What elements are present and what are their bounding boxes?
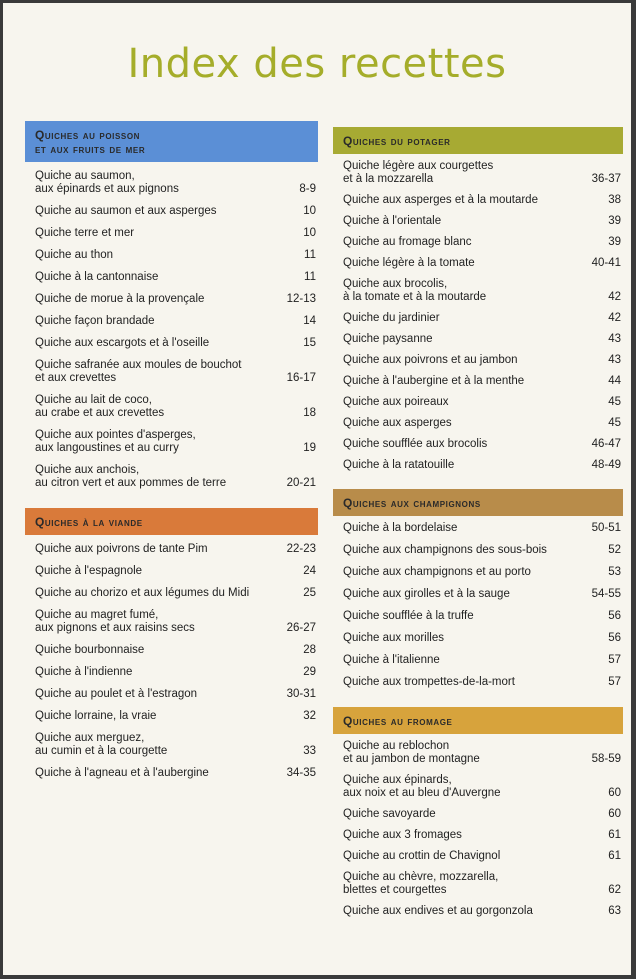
recipe-name: Quiche safranée aux moules de bouchot et aux crevettes xyxy=(35,359,242,384)
recipe-entry xyxy=(333,676,623,689)
recipe-entry xyxy=(25,464,318,490)
recipe-name: Quiche lorraine, la vraie xyxy=(35,710,157,722)
recipe-page-number: 48-49 xyxy=(591,459,621,471)
recipe-page-number: 57 xyxy=(608,654,621,666)
recipe-page-number: 39 xyxy=(608,236,621,248)
recipe-name: Quiche au magret fumé, aux pignons et aux raisins secs xyxy=(35,609,195,634)
recipe-name: Quiche aux merguez, au cumin et à la courgette xyxy=(35,732,168,757)
recipe-page-number: 43 xyxy=(608,333,621,345)
section-heading-potager xyxy=(333,127,623,154)
recipe-name: Quiche à l'agneau et à l'aubergine xyxy=(35,767,209,779)
recipe-entry xyxy=(333,215,623,228)
recipe-name: Quiche aux girolles et à la sauge xyxy=(343,588,510,600)
recipe-entry xyxy=(333,333,623,346)
recipe-name: Quiche aux brocolis, à la tomate et à la moutarde xyxy=(343,278,487,303)
recipe-entry xyxy=(25,644,318,657)
recipe-entry xyxy=(25,337,318,350)
page-title: Index des recettes xyxy=(127,41,507,87)
section-poisson xyxy=(25,121,318,490)
recipe-entry xyxy=(333,194,623,207)
index-page xyxy=(3,3,631,975)
recipe-entry xyxy=(25,688,318,701)
recipe-page-number: 26-27 xyxy=(286,622,316,634)
recipe-page-number: 44 xyxy=(608,375,621,387)
recipe-page-number: 12-13 xyxy=(286,293,316,305)
recipe-entry xyxy=(333,438,623,451)
recipe-entry xyxy=(25,710,318,723)
recipe-name: Quiche aux épinards, aux noix et au bleu d'Auvergne xyxy=(343,774,501,799)
recipe-entry xyxy=(25,767,318,780)
recipe-page-number: 10 xyxy=(303,227,316,239)
recipe-name: Quiche à la cantonnaise xyxy=(35,271,159,283)
recipe-name: Quiche au thon xyxy=(35,249,114,261)
section-fromage xyxy=(333,707,623,918)
recipe-entry xyxy=(25,170,318,196)
recipe-entry xyxy=(25,271,318,284)
section-heading-champignons xyxy=(333,489,623,516)
recipe-entry xyxy=(333,829,623,842)
recipe-page-number: 62 xyxy=(608,884,621,896)
recipe-entry xyxy=(25,315,318,328)
recipe-entry xyxy=(333,160,623,186)
recipe-name: Quiche aux endives et au gorgonzola xyxy=(343,905,533,917)
recipe-page-number: 10 xyxy=(303,205,316,217)
recipe-name: Quiche au lait de coco, au crabe et aux crevettes xyxy=(35,394,165,419)
recipe-page-number: 34-35 xyxy=(286,767,316,779)
recipe-page-number: 28 xyxy=(303,644,316,656)
item-list xyxy=(25,170,318,490)
item-list xyxy=(333,522,623,689)
recipe-name: Quiche aux morilles xyxy=(343,632,444,644)
recipe-entry xyxy=(333,632,623,645)
recipe-page-number: 43 xyxy=(608,354,621,366)
recipe-page-number: 58-59 xyxy=(591,753,621,765)
heading-line: Quiches au fromage xyxy=(343,714,453,728)
recipe-name: Quiche à l'aubergine et à la menthe xyxy=(343,375,525,387)
recipe-name: Quiche légère aux courgettes et à la mozzarella xyxy=(343,160,494,185)
recipe-page-number: 30-31 xyxy=(286,688,316,700)
section-heading-poisson xyxy=(25,121,318,162)
recipe-page-number: 61 xyxy=(608,850,621,862)
recipe-name: Quiche aux poireaux xyxy=(343,396,449,408)
recipe-name: Quiche aux asperges et à la moutarde xyxy=(343,194,538,206)
recipe-page-number: 50-51 xyxy=(591,522,621,534)
recipe-name: Quiche au saumon et aux asperges xyxy=(35,205,217,217)
recipe-name: Quiche à l'espagnole xyxy=(35,565,143,577)
recipe-name: Quiche à la bordelaise xyxy=(343,522,458,534)
heading-line: et aux fruits de mer xyxy=(35,142,146,156)
recipe-page-number: 22-23 xyxy=(286,543,316,555)
recipe-page-number: 53 xyxy=(608,566,621,578)
recipe-page-number: 19 xyxy=(303,442,316,454)
recipe-page-number: 45 xyxy=(608,417,621,429)
recipe-name: Quiche soufflée à la truffe xyxy=(343,610,474,622)
recipe-page-number: 39 xyxy=(608,215,621,227)
recipe-name: Quiche au chèvre, mozzarella, blettes et courgettes xyxy=(343,871,499,896)
recipe-name: Quiche à l'italienne xyxy=(343,654,440,666)
recipe-page-number: 40-41 xyxy=(591,257,621,269)
recipe-name: Quiche terre et mer xyxy=(35,227,135,239)
recipe-name: Quiche aux escargots et à l'oseille xyxy=(35,337,210,349)
recipe-name: Quiche aux pointes d'asperges, aux langoustines et au curry xyxy=(35,429,196,454)
heading-line: Quiches aux champignons xyxy=(343,496,481,510)
recipe-page-number: 8-9 xyxy=(299,183,316,195)
heading-line: Quiches du potager xyxy=(343,134,451,148)
recipe-name: Quiche aux champignons et au porto xyxy=(343,566,531,578)
recipe-name: Quiche façon brandade xyxy=(35,315,155,327)
recipe-entry xyxy=(333,610,623,623)
section-potager xyxy=(333,127,623,472)
recipe-entry xyxy=(25,359,318,385)
recipe-entry xyxy=(25,543,318,556)
recipe-entry xyxy=(333,544,623,557)
recipe-page-number: 36-37 xyxy=(591,173,621,185)
recipe-page-number: 57 xyxy=(608,676,621,688)
recipe-entry xyxy=(333,278,623,304)
recipe-name: Quiche aux asperges xyxy=(343,417,452,429)
recipe-entry xyxy=(333,808,623,821)
recipe-page-number: 61 xyxy=(608,829,621,841)
recipe-page-number: 29 xyxy=(303,666,316,678)
recipe-name: Quiche à la ratatouille xyxy=(343,459,455,471)
recipe-entry xyxy=(333,354,623,367)
recipe-page-number: 38 xyxy=(608,194,621,206)
recipe-page-number: 14 xyxy=(303,315,316,327)
recipe-name: Quiche aux champignons des sous-bois xyxy=(343,544,547,556)
recipe-entry xyxy=(25,394,318,420)
recipe-entry xyxy=(25,249,318,262)
recipe-entry xyxy=(333,588,623,601)
recipe-entry xyxy=(25,227,318,240)
recipe-name: Quiche au chorizo et aux légumes du Midi xyxy=(35,587,250,599)
heading-line: Quiches au poisson xyxy=(35,128,141,142)
right-column xyxy=(333,127,623,918)
recipe-entry xyxy=(25,429,318,455)
recipe-page-number: 45 xyxy=(608,396,621,408)
recipe-name: Quiche aux 3 fromages xyxy=(343,829,462,841)
recipe-entry xyxy=(25,587,318,600)
recipe-entry xyxy=(333,774,623,800)
recipe-page-number: 56 xyxy=(608,610,621,622)
recipe-page-number: 18 xyxy=(303,407,316,419)
recipe-page-number: 42 xyxy=(608,312,621,324)
item-list xyxy=(333,160,623,472)
recipe-name: Quiche de morue à la provençale xyxy=(35,293,205,305)
recipe-entry xyxy=(333,566,623,579)
recipe-entry xyxy=(333,257,623,270)
recipe-entry xyxy=(333,396,623,409)
recipe-entry xyxy=(25,205,318,218)
recipe-entry xyxy=(333,654,623,667)
recipe-page-number: 11 xyxy=(304,249,316,261)
recipe-name: Quiche paysanne xyxy=(343,333,433,345)
recipe-name: Quiche aux anchois, au citron vert et aux pommes de terre xyxy=(35,464,227,489)
recipe-entry xyxy=(333,312,623,325)
recipe-page-number: 24 xyxy=(303,565,316,577)
section-heading-fromage xyxy=(333,707,623,734)
item-list xyxy=(333,740,623,918)
left-column xyxy=(25,121,318,780)
item-list xyxy=(25,543,318,780)
recipe-name: Quiche au reblochon et au jambon de montagne xyxy=(343,740,480,765)
recipe-entry xyxy=(25,565,318,578)
recipe-page-number: 42 xyxy=(608,291,621,303)
section-champignons xyxy=(333,489,623,689)
recipe-page-number: 16-17 xyxy=(286,372,316,384)
recipe-page-number: 33 xyxy=(303,745,316,757)
recipe-entry xyxy=(333,905,623,918)
recipe-name: Quiche à l'indienne xyxy=(35,666,133,678)
recipe-entry xyxy=(25,666,318,679)
recipe-name: Quiche aux poivrons de tante Pim xyxy=(35,543,208,555)
section-viande xyxy=(25,508,318,780)
recipe-page-number: 46-47 xyxy=(591,438,621,450)
recipe-name: Quiche aux trompettes-de-la-mort xyxy=(343,676,515,688)
recipe-entry xyxy=(333,850,623,863)
heading-line: Quiches à la viande xyxy=(35,515,143,529)
recipe-name: Quiche au poulet et à l'estragon xyxy=(35,688,198,700)
recipe-entry xyxy=(333,236,623,249)
recipe-name: Quiche au fromage blanc xyxy=(343,236,472,248)
recipe-entry xyxy=(25,732,318,758)
recipe-entry xyxy=(333,459,623,472)
recipe-name: Quiche légère à la tomate xyxy=(343,257,475,269)
recipe-page-number: 32 xyxy=(303,710,316,722)
recipe-name: Quiche du jardinier xyxy=(343,312,440,324)
recipe-page-number: 15 xyxy=(303,337,316,349)
recipe-name: Quiche à l'orientale xyxy=(343,215,442,227)
recipe-page-number: 60 xyxy=(608,808,621,820)
recipe-name: Quiche savoyarde xyxy=(343,808,436,820)
recipe-name: Quiche aux poivrons et au jambon xyxy=(343,354,518,366)
recipe-page-number: 60 xyxy=(608,787,621,799)
recipe-entry xyxy=(25,609,318,635)
recipe-entry xyxy=(333,417,623,430)
recipe-name: Quiche au crottin de Chavignol xyxy=(343,850,501,862)
recipe-page-number: 20-21 xyxy=(286,477,316,489)
recipe-page-number: 25 xyxy=(303,587,316,599)
recipe-name: Quiche bourbonnaise xyxy=(35,644,145,656)
recipe-entry xyxy=(25,293,318,306)
section-heading-viande xyxy=(25,508,318,535)
recipe-entry xyxy=(333,522,623,535)
recipe-page-number: 56 xyxy=(608,632,621,644)
recipe-name: Quiche au saumon, aux épinards et aux pignons xyxy=(35,170,179,195)
recipe-page-number: 52 xyxy=(608,544,621,556)
recipe-entry xyxy=(333,375,623,388)
recipe-page-number: 11 xyxy=(304,271,316,283)
recipe-entry xyxy=(333,871,623,897)
recipe-entry xyxy=(333,740,623,766)
recipe-page-number: 54-55 xyxy=(591,588,621,600)
recipe-name: Quiche soufflée aux brocolis xyxy=(343,438,488,450)
recipe-page-number: 63 xyxy=(608,905,621,917)
